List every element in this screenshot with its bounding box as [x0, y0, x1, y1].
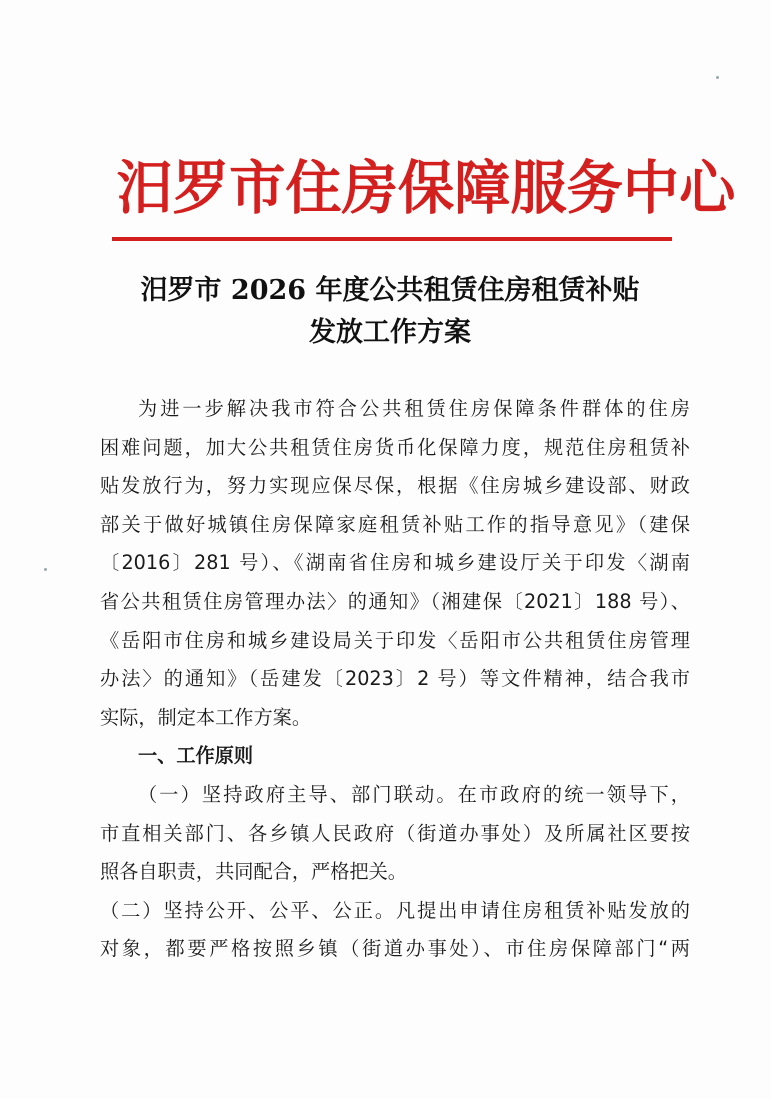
intro-line: 省公共租赁住房管理办法〉的通知》（湘建保〔2021〕188 号）、 — [100, 589, 690, 613]
intro-line: 部关于做好城镇住房保障家庭租赁补贴工作的指导意见》（建保 — [100, 512, 690, 536]
intro-line: 〔2016〕281 号）、《湖南省住房和城乡建设厅关于印发〈湖南 — [100, 551, 690, 575]
principle-line: （一）坚持政府主导、部门联动。在市政府的统一领导下， — [138, 782, 690, 806]
principle-line: （二）坚持公开、公平、公正。凡提出申请住房租赁补贴发放的 — [100, 898, 690, 922]
intro-line: 为进一步解决我市符合公共租赁住房保障条件群体的住房 — [138, 397, 690, 420]
document-title-line-2: 发放工作方案 — [309, 317, 471, 348]
document-title-line-1: 汨罗市 2026 年度公共租赁住房租赁补贴 — [140, 275, 640, 306]
document-body — [100, 390, 690, 969]
red-divider-line — [112, 237, 672, 241]
document-title — [80, 270, 700, 354]
principle-line: 市直相关部门、各乡镇人民政府（街道办事处）及所属社区要按 — [100, 821, 690, 845]
intro-line: 《岳阳市住房和城乡建设局关于印发〈岳阳市公共租赁住房管理 — [100, 628, 690, 652]
intro-line: 贴发放行为，努力实现应保尽保，根据《住房城乡建设部、财政 — [100, 474, 690, 498]
organization-header: 汨罗市住房保障服务中心 — [116, 154, 736, 222]
intro-line: 困难问题，加大公共租赁住房货币化保障力度，规范住房租赁补 — [100, 435, 690, 459]
scan-speck — [44, 568, 47, 571]
principle-item-1 — [100, 776, 690, 892]
intro-line: 办法〉的通知》（岳建发〔2023〕2 号）等文件精神，结合我市 — [100, 667, 690, 691]
scan-speck — [716, 76, 719, 79]
intro-paragraph — [100, 390, 690, 737]
principle-line: 照各自职责，共同配合，严格把关。 — [100, 860, 407, 884]
principle-line: 对象，都要严格按照乡镇（街道办事处）、市住房保障部门“两 — [100, 937, 690, 961]
section-heading-principles: 一、工作原则 — [138, 744, 254, 768]
principle-item-2 — [100, 892, 690, 969]
intro-line: 实际，制定本工作方案。 — [100, 705, 312, 729]
